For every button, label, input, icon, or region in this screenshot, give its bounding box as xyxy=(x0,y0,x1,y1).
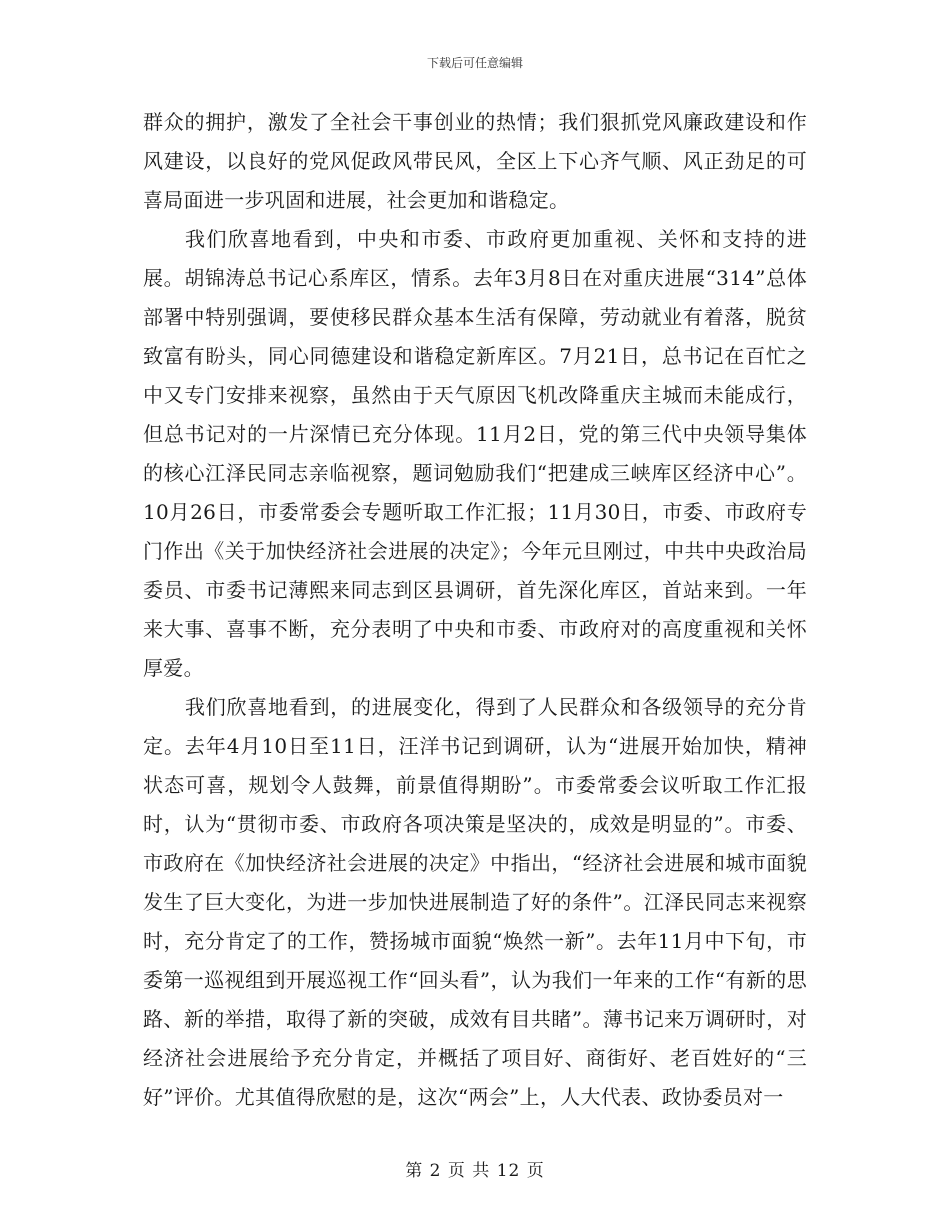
document-body xyxy=(143,103,807,1117)
paragraph-3: 我们欣喜地看到，的进展变化，得到了人民群众和各级领导的充分肯定。去年4月10日至11日，汪洋书记到调研，认为“进展开始加快，精神状态可喜，规划令人鼓舞，前景值得期盼”。市委常委会议听取工作汇报时，认为“贯彻市委、市政府各项决策是坚决的，成效是明显的”。市委、市政府在《加快经济社会进展的决定》中指出，“经济社会进展和城市面貌发生了巨大变化，为进一步加快进展制造了好的条件”。江泽民同志来视察时，充分肯定了的工作，赞扬城市面貌“焕然一新”。去年11月中下旬，市委第一巡视组到开展巡视工作“回头看”，认为我们一年来的工作“有新的思路、新的举措，取得了新的突破，成效有目共睹”。薄书记来万调研时，对经济社会进展给予充分肯定，并概括了项目好、商街好、老百姓好的“三好”评价。尤其值得欣慰的是，这次“两会”上，人大代表、政协委员对一 xyxy=(143,695,807,1109)
paragraph-1: 群众的拥护，激发了全社会干事创业的热情；我们狠抓党风廉政建设和作风建设，以良好的党风促政风带民风，全区上下心齐气顺、风正劲足的可喜局面进一步巩固和进展，社会更加和谐稳定。 xyxy=(143,110,807,212)
paragraph-2: 我们欣喜地看到，中央和市委、市政府更加重视、关怀和支持的进展。胡锦涛总书记心系库区，情系。去年3月8日在对重庆进展“314”总体部署中特别强调，要使移民群众基本生活有保障，劳动就业有着落，脱贫致富有盼头，同心同德建设和谐稳定新库区。7月21日，总书记在百忙之中又专门安排来视察，虽然由于天气原因飞机改降重庆主城而未能成行，但总书记对的一片深情已充分体现。11月2日，党的第三代中央领导集体的核心江泽民同志亲临视察，题词勉励我们“把建成三峡库区经济中心”。10月26日，市委常委会专题听取工作汇报；11月30日，市委、市政府专门作出《关于加快经济社会进展的决定》；今年元旦刚过，中共中央政治局委员、市委书记薄熙来同志到区县调研，首先深化库区，首站来到。一年来大事、喜事不断，充分表明了中央和市委、市政府对的高度重视和关怀厚爱。 xyxy=(143,227,807,680)
page-number: 第 2 页 共 12 页 xyxy=(405,1161,545,1181)
page-header: 下载后可任意编辑 xyxy=(426,56,523,70)
